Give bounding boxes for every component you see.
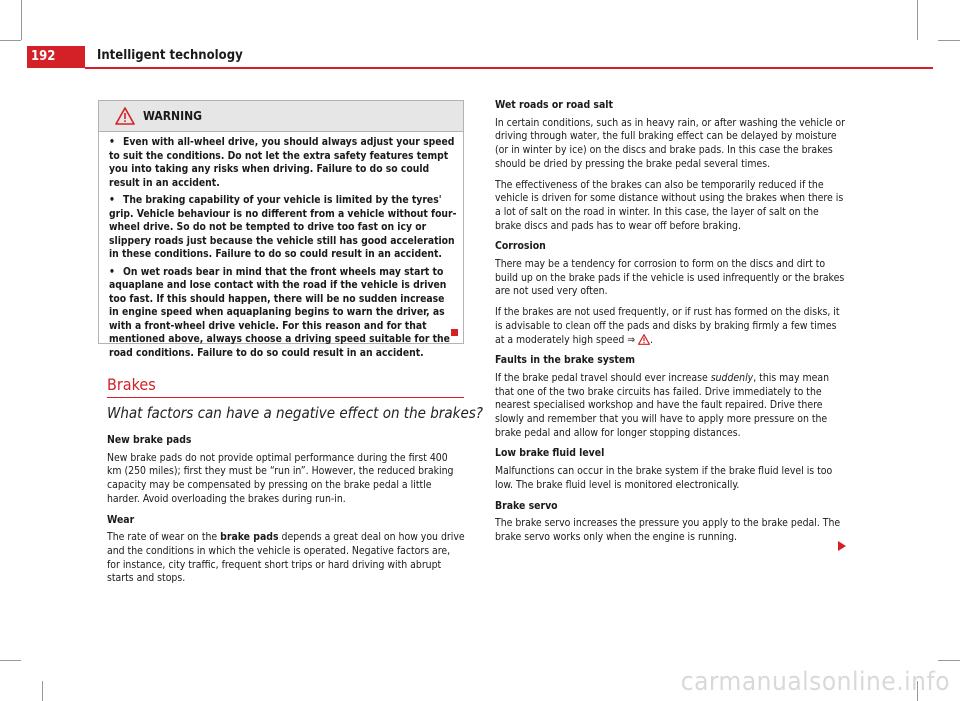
bullet: • xyxy=(109,265,115,278)
heading-new-brake-pads: New brake pads xyxy=(107,434,192,446)
left-column xyxy=(107,434,465,593)
crop-mark xyxy=(0,660,21,661)
faults-text-start: If the brake pedal travel should ever increase xyxy=(495,371,711,384)
end-marker-icon xyxy=(451,329,458,336)
warning-title: WARNING xyxy=(143,109,202,123)
wear-text-end: depends a great deal on how you drive and the conditions in which the vehicle is operated. Negative factors are, for instance, city traffic, frequent short trips or hard driving with abrupt starts and stops. xyxy=(107,531,465,585)
warning-item xyxy=(109,136,457,190)
faults-text-end: , this may mean that one of the two brake circuits has failed. Drive immediately to the nearest specialised workshop and have the fault repaired. Drive there slowly and remember that you will have to apply more pressure on the brake pedal and allow for longer stopping distances. xyxy=(495,371,830,439)
paragraph-brake-servo: The brake servo increases the pressure you apply to the brake pedal. The brake servo works only when the engine is running. xyxy=(495,517,841,543)
warning-item xyxy=(109,194,457,262)
crop-mark xyxy=(938,40,960,41)
section-rule xyxy=(107,397,464,398)
paragraph-new-brake-pads: New brake pads do not provide optimal performance during the first 400 km (250 miles); first they must be “run in”. However, the reduced braking capacity may be compensated by pressing on the brake pedal a little harder. Avoid overloading the brakes during run-in. xyxy=(107,451,454,505)
page-number: 192 xyxy=(27,46,85,68)
bullet: • xyxy=(109,136,115,148)
paragraph-corrosion-1: There may be a tendency for corrosion to form on the discs and dirt to build up on the brake pads if the vehicle is used infrequently or the brakes are not used very often. xyxy=(495,258,845,298)
crop-mark xyxy=(917,0,918,40)
warning-item-text: On wet roads bear in mind that the front wheels may start to aquaplane and lose contact with the road if the vehicle is driven too fast. If this should happen, there will be no sudden increase in engine speed when aquaplaning begins to warn the driver, as with a front-wheel drive vehicle. For this reason and for that mentioned above, always choose a driving speed suitable for the road conditions. Failure to do so could result in an accident. xyxy=(109,265,450,359)
header-rule xyxy=(85,67,933,69)
wear-text-start: The rate of wear on the xyxy=(107,531,221,544)
warning-item-text: Even with all-wheel drive, you should always adjust your speed to suit the conditions. Do not let the extra safety features tempt you into taking any risks when driving. Failure to do so could result in an accident. xyxy=(109,136,455,189)
warning-body xyxy=(99,132,463,360)
paragraph-faults xyxy=(495,372,848,441)
heading-brake-fluid: Low brake fluid level xyxy=(495,447,605,460)
heading-brake-servo: Brake servo xyxy=(495,499,558,512)
faults-emphasis: suddenly xyxy=(710,371,754,384)
warning-reference-icon[interactable] xyxy=(638,334,650,345)
paragraph-wear xyxy=(107,531,465,586)
paragraph-corrosion-2 xyxy=(495,306,848,347)
paragraph-wet-roads-1: In certain conditions, such as in heavy rain, or after washing the vehicle or driving through water, the full braking effect can be delayed by moisture (or in winter by ice) on the discs and brake pads. In this case the brakes should be dried by pressing the brake pedal several times. xyxy=(495,116,845,170)
watermark: carmanualsonline.info xyxy=(680,667,950,697)
chapter-title: Intelligent technology xyxy=(97,48,243,63)
warning-item xyxy=(109,266,457,361)
warning-item-text: The braking capability of your vehicle is limited by the tyres' grip. Vehicle behaviour is no different from a vehicle without four-wheel drive. So do not be tempted to drive too fast on icy or slippery roads just because the vehicle still has good acceleration in these conditions. Failure to do so could result in an accident. xyxy=(109,194,457,260)
heading-faults: Faults in the brake system xyxy=(495,354,635,367)
paragraph-brake-fluid: Malfunctions can occur in the brake system if the brake fluid level is too low. The brake fluid level is monitored electronically. xyxy=(495,465,833,491)
warning-box xyxy=(98,100,464,359)
warning-triangle-icon xyxy=(115,107,135,125)
wear-bold-term: brake pads xyxy=(220,531,279,544)
right-column xyxy=(495,99,848,552)
crop-mark xyxy=(21,0,22,40)
crop-mark xyxy=(938,660,960,661)
section-title: Brakes xyxy=(107,375,156,394)
corrosion-text-end: . xyxy=(650,333,653,346)
crop-mark xyxy=(42,681,43,701)
crop-mark xyxy=(0,40,21,41)
heading-wet-roads: Wet roads or road salt xyxy=(495,99,613,111)
corrosion-text: If the brakes are not used frequently, or if rust has formed on the disks, it is advisable to clean off the pads and disks by braking firmly a few times at a moderately high speed ⇒ xyxy=(495,306,840,346)
paragraph-wet-roads-2: The effectiveness of the brakes can also be temporarily reduced if the vehicle is driven for some distance without using the brakes when there is a lot of salt on the road in winter. In this case, the layer of salt on the brake discs and pads has to wear off before braking. xyxy=(495,178,844,232)
heading-corrosion: Corrosion xyxy=(495,240,546,253)
bullet: • xyxy=(109,194,115,206)
heading-wear: Wear xyxy=(107,513,135,526)
warning-header xyxy=(99,101,463,132)
continue-arrow-icon xyxy=(838,541,846,551)
section-subtitle: What factors can have a negative effect on the brakes? xyxy=(107,404,483,422)
